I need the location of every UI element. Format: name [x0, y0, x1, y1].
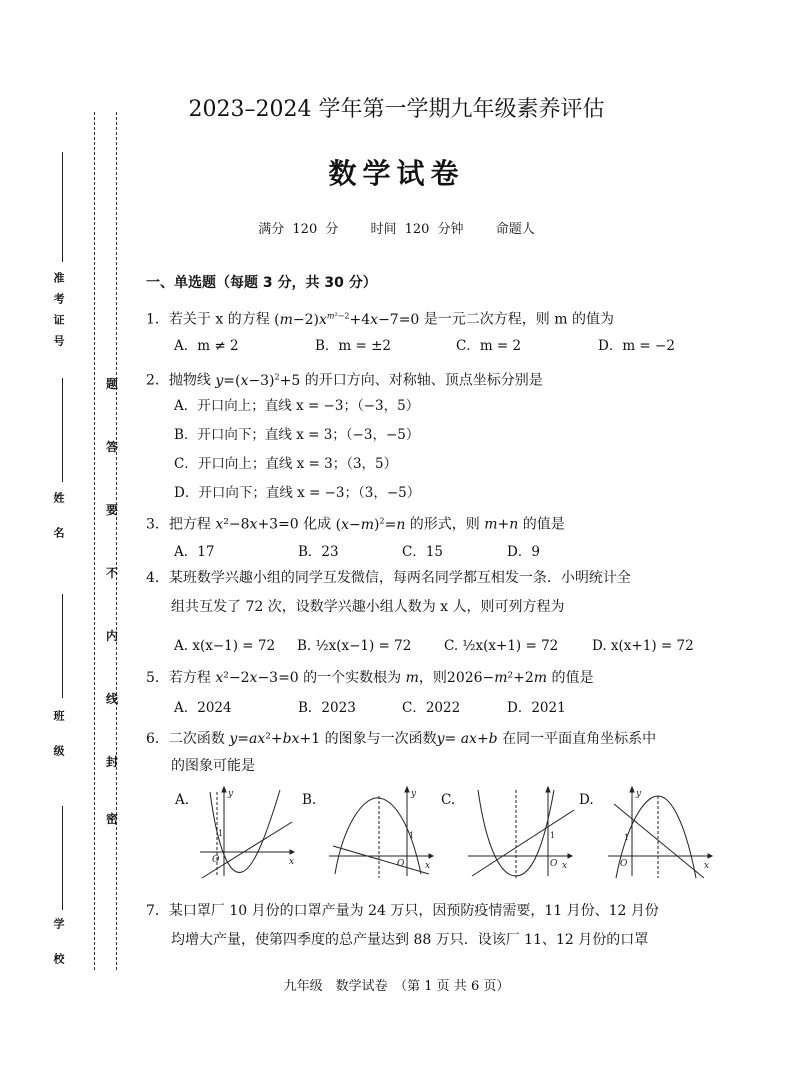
- seal-char: 答: [105, 440, 118, 454]
- seal-char: 密: [105, 812, 118, 826]
- q3-option-a[interactable]: A．17: [174, 544, 215, 560]
- class-label: 班 级: [52, 710, 65, 766]
- q6-option-a-label[interactable]: A.: [175, 792, 190, 808]
- q6-option-c-label[interactable]: C.: [441, 792, 456, 808]
- time-limit: 时间 120 分钟: [370, 222, 464, 237]
- svg-text:y: y: [228, 789, 234, 799]
- q6-graph-c[interactable]: [464, 786, 574, 880]
- seal-char: 封: [105, 755, 118, 769]
- q5-option-d[interactable]: D．2021: [507, 700, 566, 716]
- svg-text:x: x: [425, 861, 431, 871]
- page-footer: 九年级 数学试卷 （第 1 页 共 6 页）: [283, 979, 510, 994]
- formula: $y=(x-3)^2+5$: [215, 372, 305, 389]
- svg-text:O: O: [397, 859, 405, 869]
- class-field[interactable]: [62, 594, 63, 698]
- question-3-stem: 3．把方程 x²−8x+3=0 化成 $(x-m)^2=n$ 的形式，则 m+n 的值是: [146, 516, 565, 533]
- svg-text:1: 1: [218, 829, 224, 838]
- formula: m: [405, 670, 419, 686]
- svg-text:1: 1: [409, 831, 415, 840]
- formula: x²−2x−3=0: [215, 670, 304, 686]
- school-field[interactable]: [62, 806, 63, 910]
- q1-option-c[interactable]: C．m = 2: [456, 338, 522, 354]
- question-4-line2: 组共互发了 72 次，设数学兴趣小组人数为 x 人，则可列方程为: [171, 599, 565, 615]
- svg-text:y: y: [636, 789, 642, 799]
- page-title: 2023–2024 学年第一学期九年级素养评估: [188, 97, 605, 122]
- question-6-line1: 6．二次函数 y=ax²+bx+1 的图象与一次函数y= ax+b 在同一平面直角坐标系中: [146, 731, 657, 747]
- q3-option-b[interactable]: B．23: [298, 544, 339, 560]
- svg-text:·: ·: [552, 789, 555, 799]
- q6-option-b-label[interactable]: B.: [302, 792, 317, 808]
- q4-option-a[interactable]: A. x(x−1) = 72: [174, 638, 276, 654]
- q2-option-d[interactable]: D．开口向下；直线 x = −3；（3，−5）: [174, 485, 421, 501]
- seal-char: 要: [105, 503, 118, 517]
- q2-option-b[interactable]: B．开口向下；直线 x = 3；（−3，−5）: [174, 427, 420, 443]
- q6-graph-a[interactable]: [196, 786, 296, 880]
- binding-dashed-line-outer: [94, 112, 95, 970]
- q4-option-d[interactable]: D. x(x+1) = 72: [592, 638, 694, 654]
- question-7-line2: 均增大产量，使第四季度的总产量达到 88 万只．设该厂 11、12 月份的口罩: [171, 932, 649, 948]
- formula: $(x-m)^2=n$: [331, 516, 406, 533]
- full-score: 满分 120 分: [258, 222, 339, 237]
- question-1-stem: 1．若关于 x 的方程 $(m-2)x^{m^2-2}+4x-7=0$ 是一元二次方程，则 m 的值为: [146, 311, 614, 328]
- school-label: 学 校: [52, 918, 65, 974]
- formula: 2026−m²+2m: [446, 670, 548, 686]
- formula: y= ax+b: [436, 731, 498, 747]
- q1-option-d[interactable]: D．m = −2: [598, 338, 675, 354]
- svg-text:1: 1: [624, 833, 630, 842]
- svg-text:O: O: [620, 859, 628, 869]
- q5-option-c[interactable]: C．2022: [402, 700, 461, 716]
- svg-text:O: O: [212, 855, 220, 865]
- page-subtitle: 数学试卷: [328, 157, 465, 190]
- formula: $(m-2)x^{m^2-2}+4x-7=0$: [269, 311, 424, 328]
- question-7-line1: 7．某口罩厂 10 月份的口罩产量为 24 万只，因预防疫情需要，11 月份、12 月份: [146, 903, 659, 919]
- seal-char: 题: [105, 377, 118, 391]
- svg-text:y: y: [411, 789, 417, 799]
- formula: y=ax²+bx+1: [229, 731, 325, 747]
- formula: x²−8x+3=0: [215, 516, 304, 533]
- binding-dashed-line-inner: [116, 112, 117, 970]
- q4-option-b[interactable]: B. ½x(x−1) = 72: [297, 638, 412, 654]
- exam-id-label: 准考证号: [52, 272, 65, 356]
- svg-text:x: x: [562, 861, 568, 871]
- q5-option-a[interactable]: A．2024: [174, 700, 232, 716]
- exam-meta: [0, 218, 793, 237]
- q3-option-c[interactable]: C．15: [402, 544, 444, 560]
- question-6-line2: 的图象可能是: [171, 758, 255, 774]
- seal-char: 不: [105, 566, 118, 580]
- q4-option-c[interactable]: C. ½x(x+1) = 72: [444, 638, 559, 654]
- q5-option-b[interactable]: B．2023: [298, 700, 356, 716]
- q2-option-a[interactable]: A．开口向上；直线 x = −3；（−3，5）: [174, 398, 420, 414]
- name-label: 姓 名: [52, 492, 65, 548]
- section-title: 一、单选题（每题 3 分，共 30 分）: [146, 275, 377, 291]
- question-2-stem: 2．抛物线 $y=(x-3)^2+5$ 的开口方向、对称轴、顶点坐标分别是: [146, 372, 543, 389]
- question-4-line1: 4．某班数学兴趣小组的同学互发微信，每两名同学都互相发一条．小明统计全: [146, 570, 631, 586]
- question-5-stem: 5．若方程 x²−2x−3=0 的一个实数根为 m，则2026−m²+2m 的值是: [146, 670, 594, 686]
- q6-graph-b[interactable]: [325, 786, 435, 880]
- q3-option-d[interactable]: D．9: [507, 544, 540, 560]
- q6-graph-d[interactable]: [604, 786, 716, 880]
- svg-text:O: O: [550, 859, 558, 869]
- formula: m+n: [484, 516, 519, 533]
- q6-option-d-label[interactable]: D.: [579, 792, 594, 808]
- svg-text:1: 1: [550, 831, 556, 840]
- q2-option-c[interactable]: C．开口向上；直线 x = 3；（3，5）: [174, 456, 398, 472]
- svg-text:x: x: [289, 857, 295, 867]
- name-field[interactable]: [62, 378, 63, 482]
- seal-char: 内: [105, 629, 118, 643]
- seal-char: 线: [105, 692, 118, 706]
- q1-option-b[interactable]: B．m = ±2: [315, 338, 392, 354]
- q1-option-a[interactable]: A．m ≠ 2: [174, 338, 239, 354]
- author-label: 命题人: [495, 222, 535, 237]
- svg-text:x: x: [704, 861, 710, 871]
